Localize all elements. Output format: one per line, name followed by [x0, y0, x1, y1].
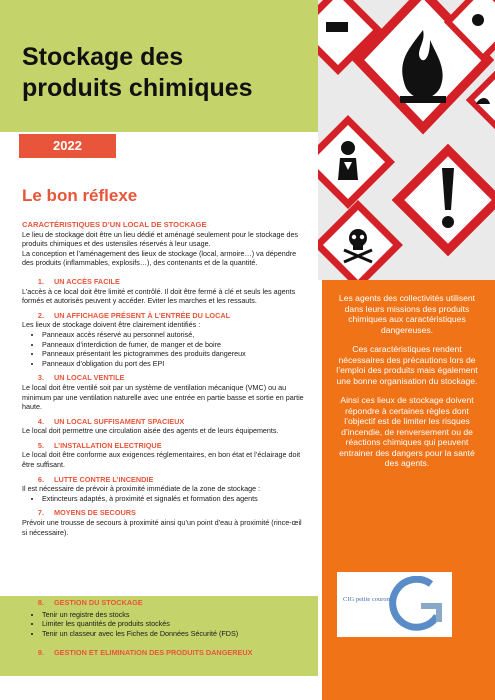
item-2	[22, 311, 307, 369]
list-item: • Panneaux d’obligation du port des EPI	[42, 359, 307, 369]
item-6-list	[22, 494, 307, 504]
characteristics-paragraph-2: La conception et l’aménagement des lieux de stockage (local, armoire…) va dépendre des produits (inflammables, explosifs…), des contenants et de la quantité.	[22, 248, 297, 268]
logo-text: CIG petite couronne	[343, 596, 397, 603]
item-2-title: 2. UN AFFICHAGE PRÉSENT À L’ENTRÉE DU LOCAL	[37, 310, 231, 320]
cig-logo-icon	[387, 576, 447, 634]
item-7-title: 7. MOYENS DE SECOURS	[37, 508, 136, 518]
item-4-title: 4. UN LOCAL SUFFISAMENT SPACIEUX	[37, 416, 185, 426]
list-item: • Panneaux accès réservé au personnel autorisé,	[42, 330, 307, 340]
list-item: • Extincteurs adaptés, à proximité et signalés et formation des agents	[42, 494, 307, 504]
info-paragraph-1: Les agents des collectivités utilisent dans leurs missions des produits chimiques aux caractéristiques dangereuses.	[338, 293, 476, 335]
item-8-list	[22, 610, 307, 639]
item-4-text: Le local doit permettre une circulation aisée des agents et de leurs équipements.	[22, 426, 279, 436]
item-2-list	[22, 330, 307, 368]
item-4	[22, 417, 307, 436]
item-9	[22, 648, 307, 658]
title-line-1: Stockage des	[22, 43, 184, 71]
characteristics-paragraph-1: Le lieu de stockage doit être un lieu dédié et aménagé seulement pour le stockage des produits chimiques et des ustensiles réservés à leur usage.	[22, 229, 299, 249]
hazard-pictograms-photo	[318, 0, 495, 280]
page-title	[22, 42, 253, 104]
characteristics-heading: CARACTÉRISTIQUES D’UN LOCAL DE STOCKAGE	[22, 220, 207, 229]
year-badge: 2022	[19, 134, 116, 158]
section-heading: Le bon réflexe	[22, 186, 138, 205]
item-1-text: L’accès à ce local doit être limité et contrôlé. Il doit être fermé à clé et seuls les agents formés et autorisés peuvent y accéder. Eviter les marches et les ressauts.	[22, 286, 296, 306]
main-content	[22, 220, 307, 537]
list-item: • Tenir un classeur avec les Fiches de Données Sécurité (FDS)	[42, 629, 307, 639]
item-5-text: Le local doit être conforme aux exigences réglementaires, en bon état et l’éclairage doit être suffisant.	[22, 450, 301, 470]
list-item: • Panneaux présentant les pictogrammes des produits dangereux	[42, 349, 307, 359]
item-3	[22, 373, 307, 411]
item-5	[22, 441, 307, 470]
pictograms-svg	[318, 0, 495, 280]
item-3-text: Le local doit être ventilé soit par un système de ventilation mécanique (VMC) ou au minimum par une ventilation naturelle avec une entrée en partie basse et sortie en partie haute.	[22, 382, 304, 412]
title-line-2: produits chimiques	[22, 74, 253, 102]
gestion-section	[22, 598, 307, 660]
item-6-text: Il est nécessaire de prévoir à proximité immédiate de la zone de stockage :	[22, 484, 261, 494]
info-paragraph-2: Ces caractéristiques rendent nécessaires des précautions lors de l’emploi des produits mais également une bonne organisation du stockage.	[336, 344, 478, 386]
item-6	[22, 475, 307, 504]
list-item: • Panneaux d’interdiction de fumer, de manger et de boire	[42, 340, 307, 350]
item-8	[22, 598, 307, 638]
item-1-title: 1. UN ACCÈS FACILE	[37, 276, 120, 286]
item-2-text: Les lieux de stockage doivent être clairement identifiés :	[22, 320, 201, 330]
info-panel-text	[334, 293, 480, 478]
item-1	[22, 277, 307, 306]
info-paragraph-3: Ainsi ces lieux de stockage doivent répondre à certaines règles dont l’objectif est de limiter les risques d’incendie, de renversement ou de réactions chimiques qui peuvent entrainer des dangers pour la santé des agents.	[339, 395, 475, 468]
item-3-title: 3. UN LOCAL VENTILE	[37, 373, 125, 383]
item-7-text: Prévoir une trousse de secours à proximité ainsi qu’un point d’eau à proximité (rince-œil si nécessaire).	[22, 518, 302, 537]
item-8-title: 8. GESTION DU STOCKAGE	[37, 598, 143, 607]
item-5-title: 5. L’INSTALLATION ELECTRIQUE	[37, 440, 162, 450]
list-item: • Tenir un registre des stocks	[42, 610, 307, 620]
cig-logo	[337, 572, 452, 637]
item-7	[22, 508, 307, 537]
item-9-title: 9. GESTION ET ELIMINATION DES PRODUITS DANGEREUX	[37, 648, 253, 658]
item-6-title: 6. LUTTE CONTRE L’INCENDIE	[37, 474, 154, 484]
list-item: • Limiter les quantités de produits stockés	[42, 619, 307, 629]
